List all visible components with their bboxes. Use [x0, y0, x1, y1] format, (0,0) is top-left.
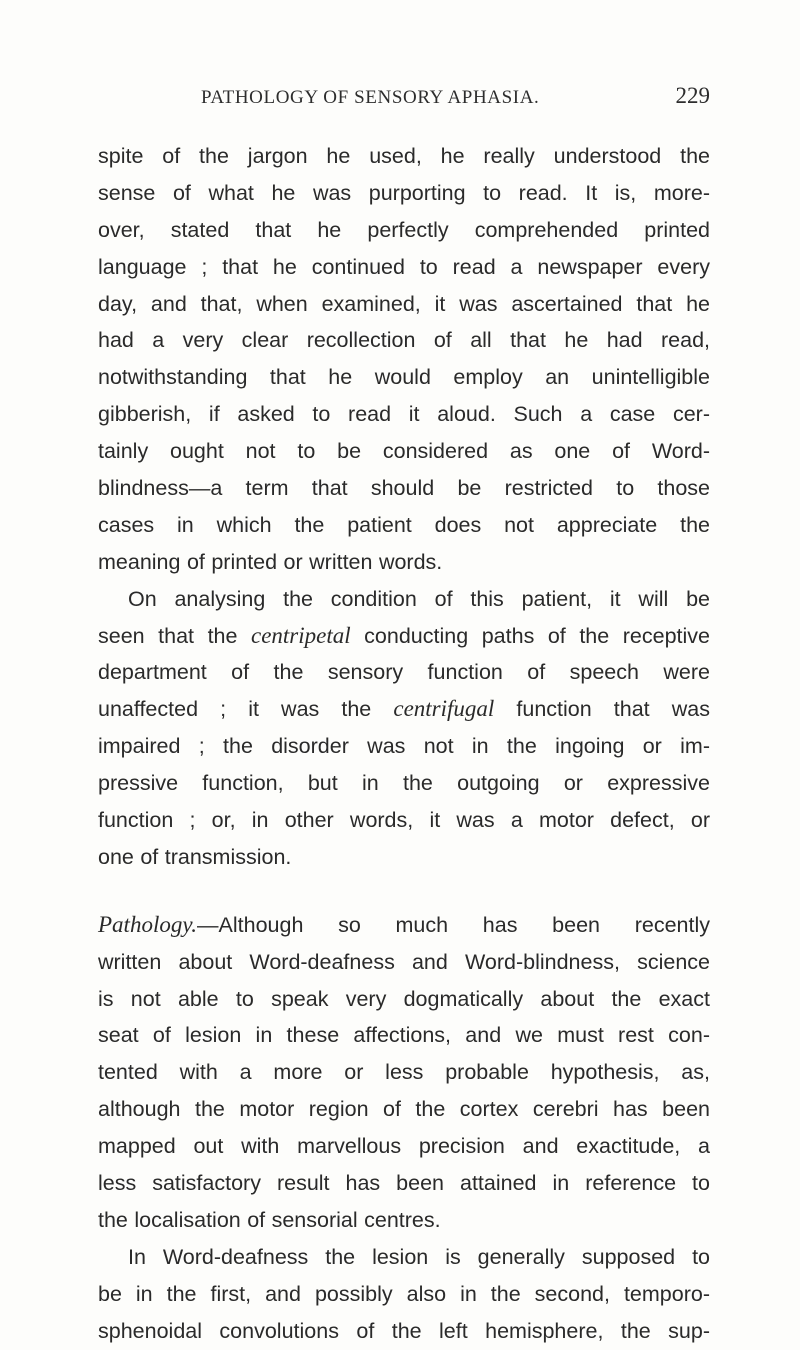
text-line: tented with a more or less probable hypothesis, as,	[98, 1060, 710, 1085]
page-number: 229	[675, 83, 710, 108]
text-line	[98, 691, 710, 728]
text-run: —Although so much has been recently	[197, 912, 710, 937]
text-line: cases in which the patient does not appreciate the	[98, 512, 710, 537]
text-run: seen that the	[98, 623, 251, 648]
text-line: seat of lesion in these affections, and we must rest con-	[98, 1023, 710, 1048]
text-line: function ; or, in other words, it was a motor defect, or	[98, 808, 710, 833]
text-line: pressive function, but in the outgoing or expressive	[98, 771, 710, 796]
text-line: impaired ; the disorder was not in the ingoing or im-	[98, 734, 710, 759]
text-line: over, stated that he perfectly comprehended printed	[98, 217, 710, 242]
text-line: less satisfactory result has been attained in reference to	[98, 1171, 710, 1196]
page-header	[98, 83, 710, 113]
text-line: blindness—a term that should be restricted to those	[98, 476, 710, 501]
text-line: day, and that, when examined, it was ascertained that he	[98, 291, 710, 316]
text-run: function that was	[494, 697, 710, 722]
text-line	[98, 907, 710, 944]
text-line: sphenoidal convolutions of the left hemisphere, the sup-	[98, 1318, 710, 1343]
section-heading: Pathology.	[98, 911, 198, 937]
text-line: although the motor region of the cortex cerebri has been	[98, 1097, 710, 1122]
text-line: gibberish, if asked to read it aloud. Such a case cer-	[98, 402, 710, 427]
paragraph-2	[98, 581, 710, 876]
text-line: language ; that he continued to read a newspaper every	[98, 254, 710, 279]
section-gap	[98, 876, 710, 907]
text-line: written about Word-deafness and Word-blindness, science	[98, 949, 710, 974]
text-line: spite of the jargon he used, he really understood the	[98, 144, 710, 168]
text-line: is not able to speak very dogmatically about the exact	[98, 986, 710, 1011]
text-line: mapped out with marvellous precision and exactitude, a	[98, 1134, 710, 1159]
text-line: sense of what he was purporting to read. It is, more-	[98, 180, 710, 205]
text-line: be in the first, and possibly also in the second, temporo-	[98, 1281, 710, 1306]
text-line: tainly ought not to be considered as one of Word-	[98, 439, 710, 464]
text-run: conducting paths of the receptive	[350, 623, 710, 648]
italic-term: centripetal	[251, 622, 351, 648]
text-line: In Word-deafness the lesion is generally supposed to	[128, 1244, 710, 1269]
paragraph-1	[98, 138, 710, 581]
text-line: notwithstanding that he would employ an unintelligible	[98, 365, 710, 390]
paragraph-3	[98, 907, 710, 1239]
paragraph-4	[98, 1239, 710, 1350]
text-line	[98, 618, 710, 655]
page-body	[98, 138, 710, 1350]
italic-term: centrifugal	[393, 696, 495, 722]
text-line: On analysing the condition of this patient, it will be	[128, 586, 710, 611]
text-line: one of transmission.	[98, 844, 292, 869]
text-line: department of the sensory function of speech were	[98, 660, 710, 685]
text-line: meaning of printed or written words.	[98, 549, 443, 574]
text-run: unaffected ; it was the	[98, 697, 394, 722]
text-line: had a very clear recollection of all that he had read,	[98, 328, 710, 353]
text-line: the localisation of sensorial centres.	[98, 1207, 441, 1232]
running-head: PATHOLOGY OF SENSORY APHASIA.	[201, 87, 540, 108]
